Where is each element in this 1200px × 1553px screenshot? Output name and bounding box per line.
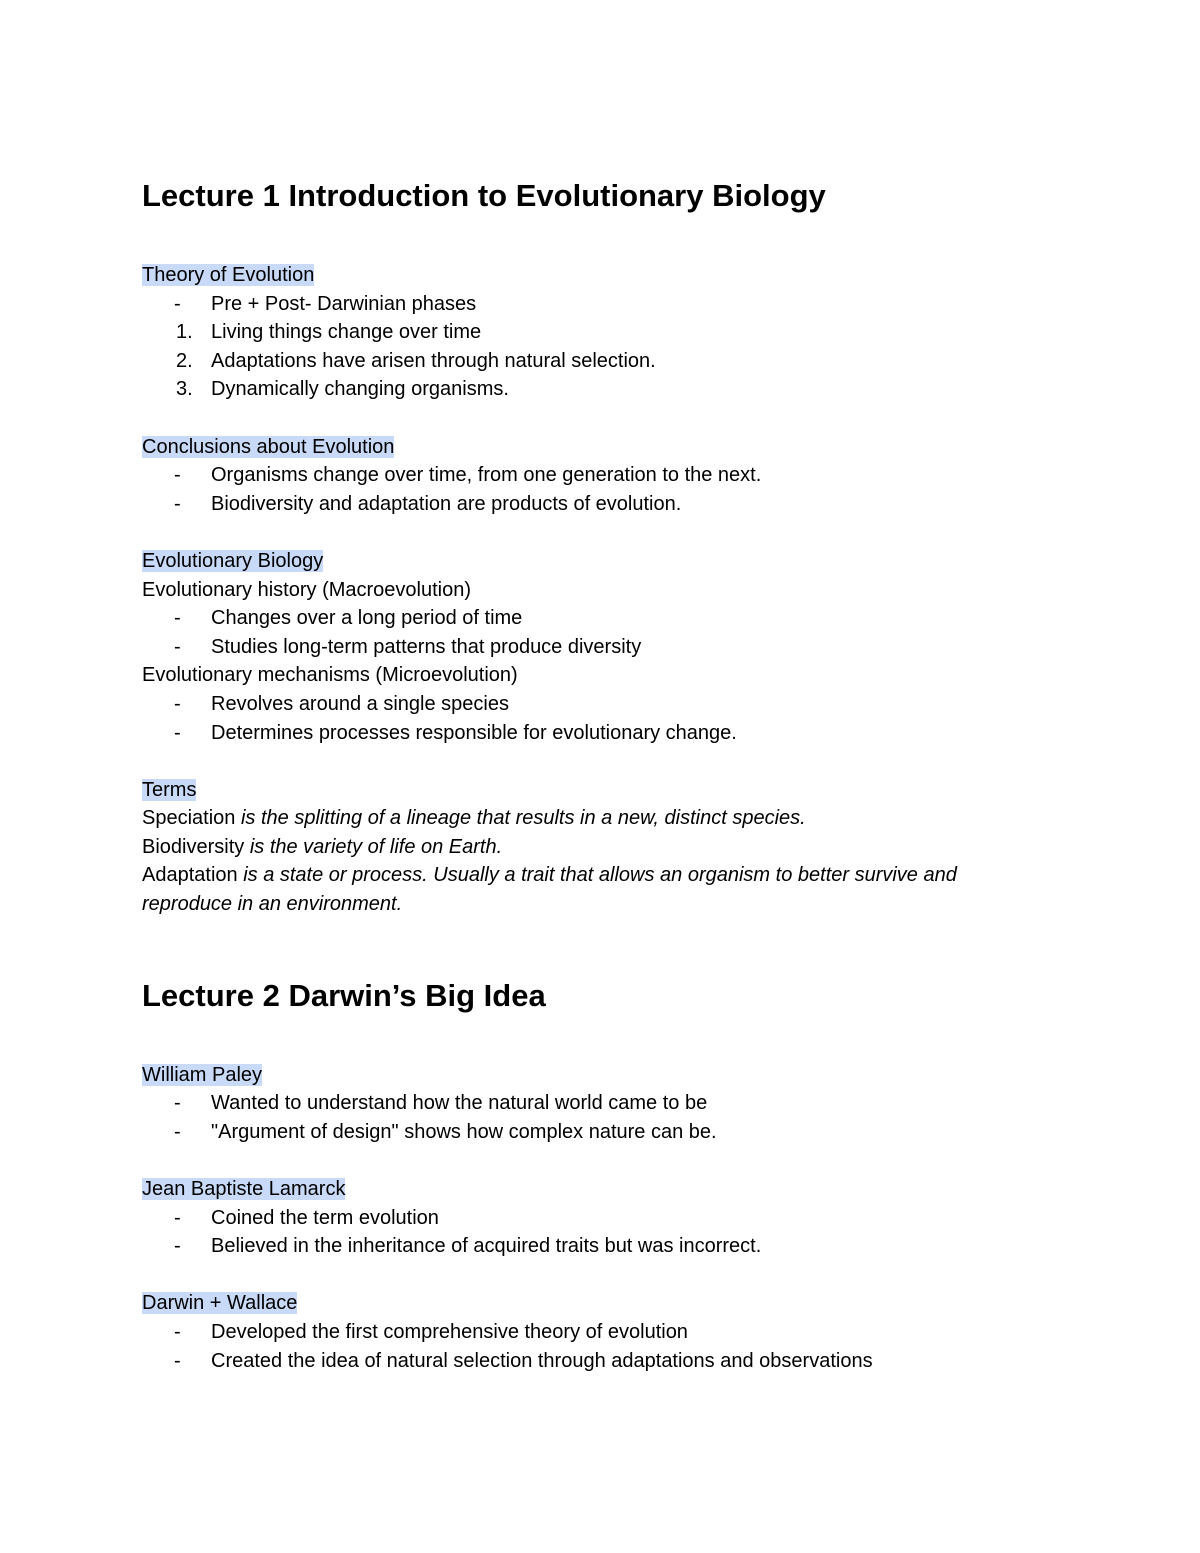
dash-marker: - — [174, 1349, 181, 1372]
terms-heading — [142, 776, 1062, 805]
theory-of-evolution-heading — [142, 261, 1062, 290]
list-item — [142, 1318, 1062, 1347]
list-item-text: Organisms change over time, from one generation to the next. — [211, 464, 762, 487]
list-item-text: Coined the term evolution — [211, 1206, 439, 1229]
lecture-2-title: Lecture 2 Darwin’s Big Idea — [142, 977, 546, 1013]
list-item-text: Studies long-term patterns that produce diversity — [211, 635, 642, 658]
evolutionary-mechanisms-label: Evolutionary mechanisms (Microevolution) — [142, 664, 518, 687]
dash-marker: - — [174, 607, 181, 630]
term-name: Speciation — [142, 807, 236, 830]
dash-marker: - — [174, 1092, 181, 1115]
list-item-text: Dynamically changing organisms. — [211, 378, 509, 401]
list-item-text: Biodiversity and adaptation are products of evolution. — [211, 492, 682, 515]
list-item — [142, 1118, 1062, 1147]
term-adaptation-continued — [142, 890, 1062, 919]
term-speciation — [142, 804, 1062, 833]
list-item-text: Believed in the inheritance of acquired traits but was incorrect. — [211, 1235, 762, 1258]
conclusions-heading-text: Conclusions about Evolution — [142, 435, 395, 458]
conclusions-heading — [142, 433, 1062, 462]
lamarck-heading — [142, 1175, 1062, 1204]
dash-marker: - — [174, 464, 181, 487]
list-item-text: Wanted to understand how the natural world came to be — [211, 1092, 708, 1115]
term-definition: is a state or process. Usually a trait that allows an organism to better survive and — [237, 864, 957, 887]
dash-marker: - — [174, 692, 181, 715]
list-item-text: Revolves around a single species — [211, 692, 509, 715]
terms-heading-text: Terms — [142, 778, 197, 801]
list-item — [142, 347, 1062, 376]
darwin-wallace-heading — [142, 1289, 1062, 1318]
term-adaptation — [142, 861, 1062, 890]
list-item — [142, 461, 1062, 490]
term-definition: reproduce in an environment. — [142, 893, 403, 916]
list-item-text: "Argument of design" shows how complex nature can be. — [211, 1120, 717, 1143]
list-item — [142, 490, 1062, 519]
number-marker: 2. — [176, 349, 193, 372]
darwin-wallace-heading-text: Darwin + Wallace — [142, 1292, 298, 1315]
evolutionary-biology-heading — [142, 547, 1062, 576]
lamarck-heading-text: Jean Baptiste Lamarck — [142, 1178, 346, 1201]
evolutionary-biology-heading-text: Evolutionary Biology — [142, 549, 324, 572]
term-name: Adaptation — [142, 864, 238, 887]
list-item-text: Created the idea of natural selection through adaptations and observations — [211, 1349, 873, 1372]
list-item — [142, 318, 1062, 347]
dash-marker: - — [174, 1120, 181, 1143]
william-paley-heading — [142, 1061, 1062, 1090]
list-item — [142, 604, 1062, 633]
dash-marker: - — [174, 1235, 181, 1258]
dash-marker: - — [174, 1206, 181, 1229]
list-item-text: Developed the first comprehensive theory of evolution — [211, 1321, 688, 1343]
theory-heading-text: Theory of Evolution — [142, 264, 315, 286]
term-name: Biodiversity — [142, 835, 245, 858]
number-marker: 3. — [176, 378, 193, 401]
list-item — [142, 1204, 1062, 1233]
document-page — [142, 176, 1062, 1375]
list-item — [142, 633, 1062, 662]
list-item — [142, 290, 1062, 319]
term-definition: is the splitting of a lineage that results in a new, distinct species. — [235, 807, 806, 830]
list-item-text: Adaptations have arisen through natural selection. — [211, 349, 656, 372]
list-item-text: Determines processes responsible for evolutionary change. — [211, 721, 737, 744]
list-item — [142, 1089, 1062, 1118]
dash-marker: - — [174, 1321, 181, 1343]
list-item-text: Pre + Post- Darwinian phases — [211, 292, 477, 315]
lecture-1-title: Lecture 1 Introduction to Evolutionary Biology — [142, 178, 826, 213]
dash-marker: - — [174, 635, 181, 658]
number-marker: 1. — [176, 321, 193, 344]
evolutionary-history-label: Evolutionary history (Macroevolution) — [142, 578, 472, 601]
list-item — [142, 719, 1062, 748]
list-item — [142, 1347, 1062, 1376]
william-paley-heading-text: William Paley — [142, 1063, 263, 1086]
term-definition: is the variety of life on Earth. — [244, 835, 503, 858]
list-item — [142, 690, 1062, 719]
dash-marker: - — [174, 292, 181, 315]
list-item — [142, 375, 1062, 404]
dash-marker: - — [174, 721, 181, 744]
list-item — [142, 1232, 1062, 1261]
term-biodiversity — [142, 833, 1062, 862]
dash-marker: - — [174, 492, 181, 515]
list-item-text: Changes over a long period of time — [211, 607, 523, 630]
list-item-text: Living things change over time — [211, 321, 482, 344]
